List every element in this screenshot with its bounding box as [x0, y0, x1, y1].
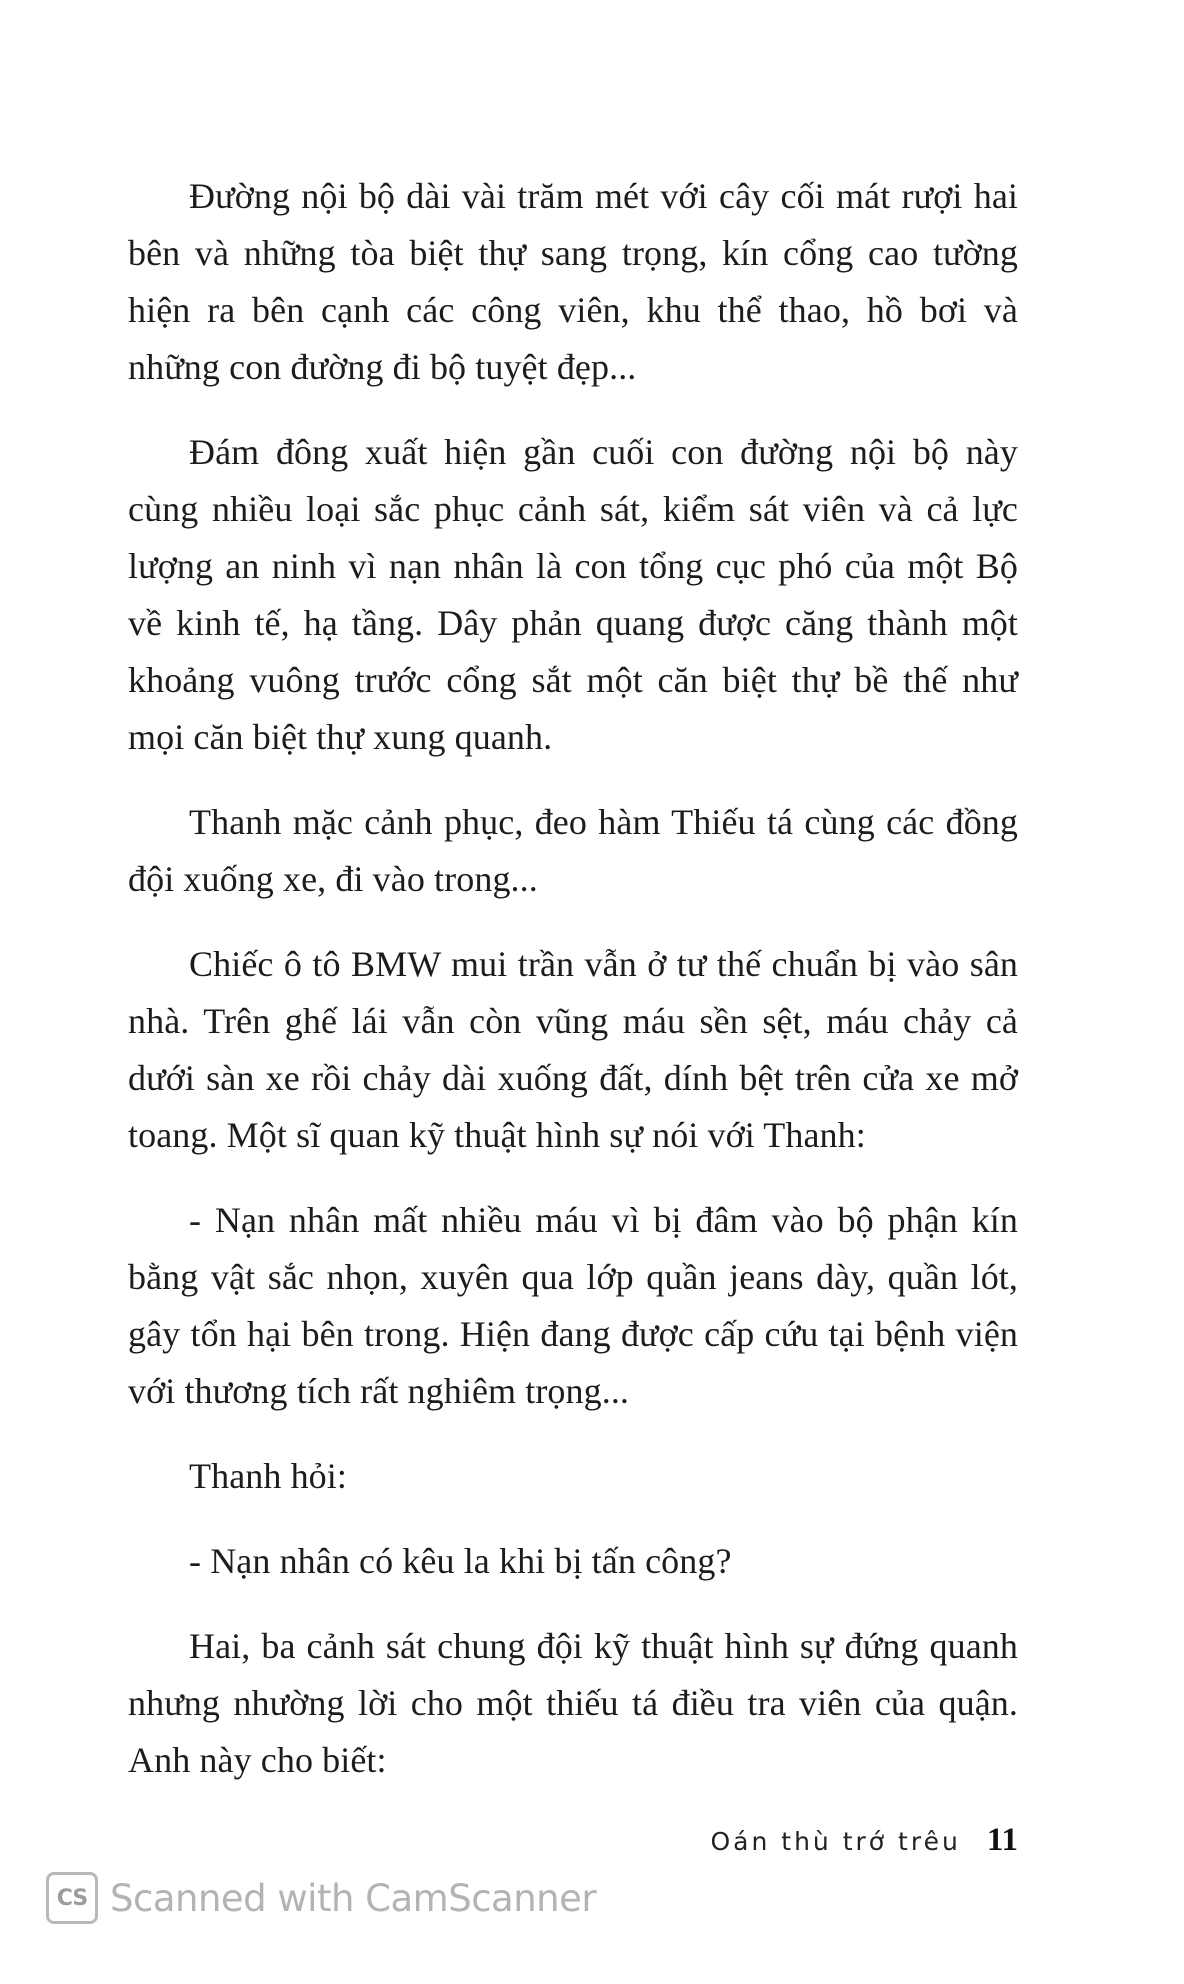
paragraph: Chiếc ô tô BMW mui trần vẫn ở tư thế chuẩn bị vào sân nhà. Trên ghế lái vẫn còn vũng máu sền sệt, máu chảy cả dưới sàn xe rồi chảy dài xuống đất, dính bệt trên cửa xe mở toang. Một sĩ quan kỹ thuật hình sự nói với Thanh:	[128, 944, 1018, 1155]
page-number: 11	[986, 1822, 1018, 1858]
paragraph: - Nạn nhân mất nhiều máu vì bị đâm vào bộ phận kín bằng vật sắc nhọn, xuyên qua lớp quần jeans dày, quần lót, gây tổn hại bên trong. Hiện đang được cấp cứu tại bệnh viện với thương tích rất nghiêm trọng...	[128, 1200, 1018, 1411]
paragraph: Thanh hỏi:	[189, 1456, 347, 1496]
paragraph: Đường nội bộ dài vài trăm mét với cây cối mát rượi hai bên và những tòa biệt thự sang trọng, kín cổng cao tường hiện ra bên cạnh các công viên, khu thể thao, hồ bơi và những con đường đi bộ tuyệt đẹp...	[128, 176, 1018, 387]
running-title: Oán thù trớ trêu	[710, 1827, 961, 1856]
camscanner-watermark	[46, 1868, 596, 1928]
camscanner-logo-icon: CS	[46, 1872, 98, 1924]
page-footer	[711, 1822, 1019, 1866]
paragraph: Hai, ba cảnh sát chung đội kỹ thuật hình sự đứng quanh nhưng nhường lời cho một thiếu tá điều tra viên của quận. Anh này cho biết:	[128, 1626, 1018, 1780]
paragraph: - Nạn nhân có kêu la khi bị tấn công?	[189, 1541, 732, 1581]
watermark-text: Scanned with CamScanner	[110, 1876, 597, 1920]
body-text	[128, 168, 1018, 1789]
paragraph: Thanh mặc cảnh phục, đeo hàm Thiếu tá cùng các đồng đội xuống xe, đi vào trong...	[128, 802, 1018, 899]
paragraph: Đám đông xuất hiện gần cuối con đường nội bộ này cùng nhiều loại sắc phục cảnh sát, kiểm sát viên và cả lực lượng an ninh vì nạn nhân là con tổng cục phó của một Bộ về kinh tế, hạ tầng. Dây phản quang được căng thành một khoảng vuông trước cổng sắt một căn biệt thự bề thế như mọi căn biệt thự xung quanh.	[128, 432, 1018, 757]
